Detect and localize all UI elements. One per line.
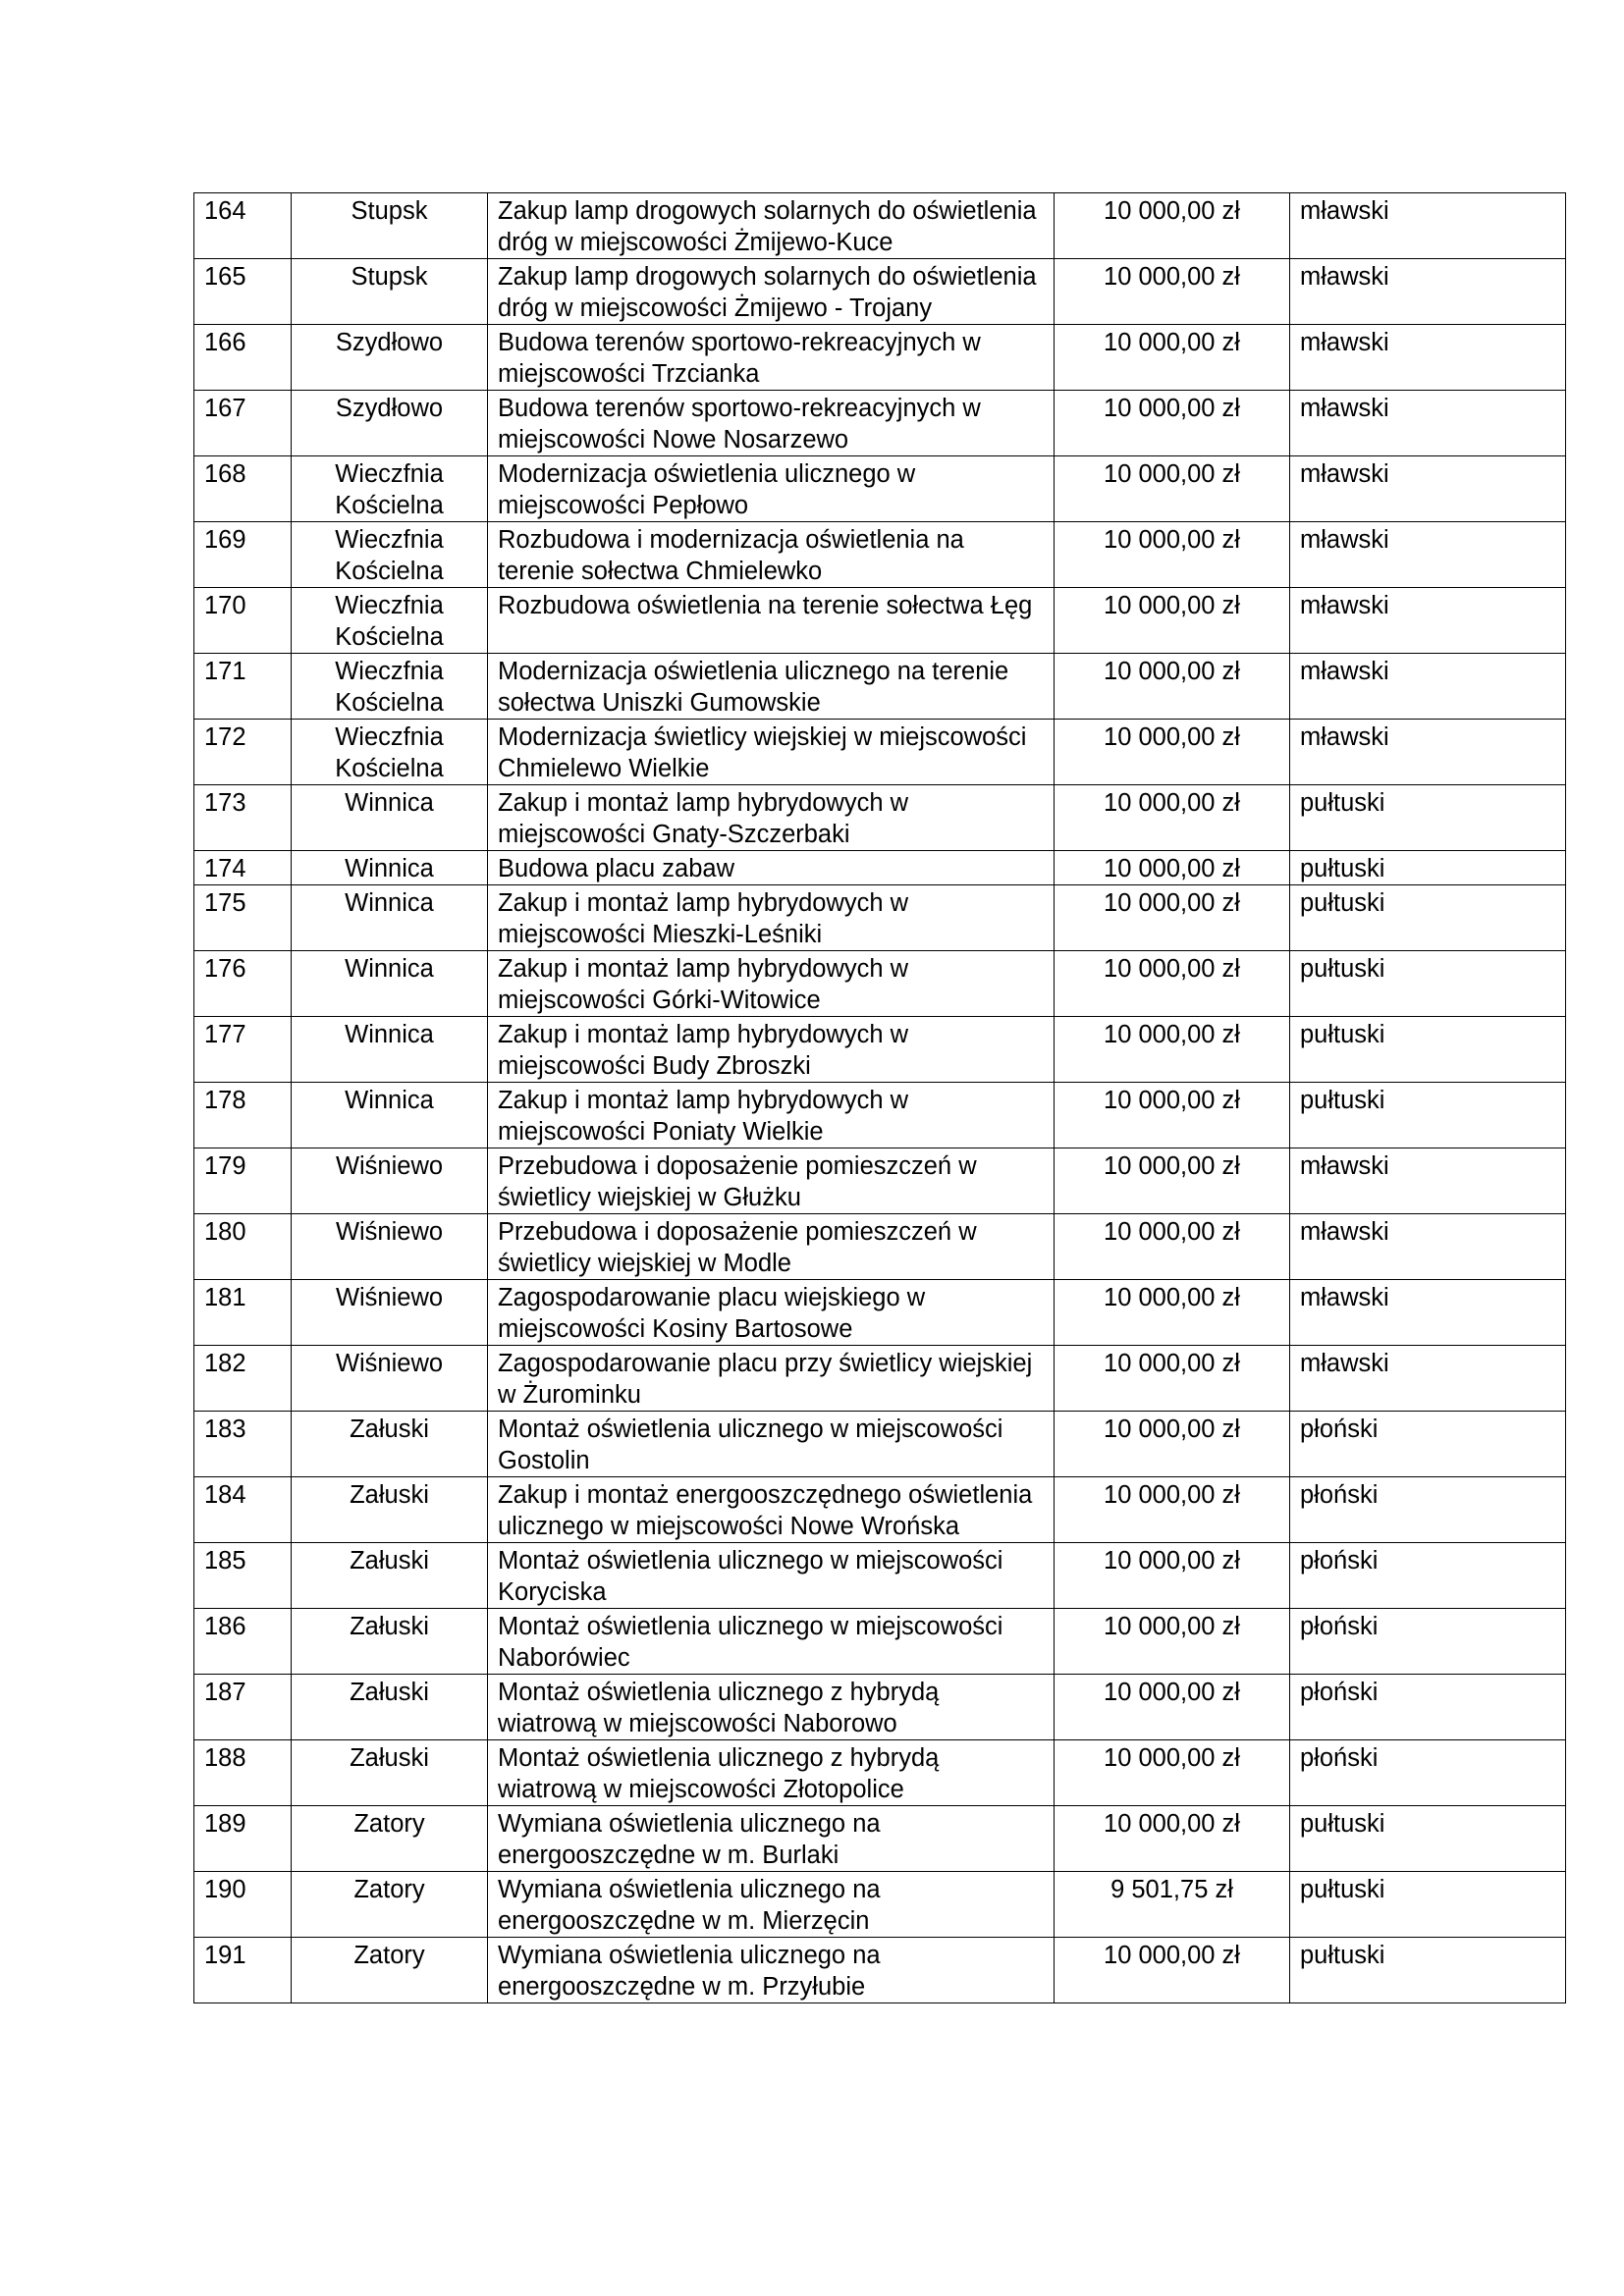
grant-amount: 10 000,00 zł xyxy=(1055,1938,1290,2003)
row-number: 187 xyxy=(194,1675,292,1740)
gmina-name: Wieczfnia Kościelna xyxy=(292,456,488,522)
table-row xyxy=(194,1806,1566,1872)
task-description: Montaż oświetlenia ulicznego w miejscowości Koryciska xyxy=(488,1543,1055,1609)
table-row xyxy=(194,522,1566,588)
grant-amount: 10 000,00 zł xyxy=(1055,391,1290,456)
powiat-name: mławski xyxy=(1290,522,1566,588)
table-row xyxy=(194,1017,1566,1083)
powiat-name: płoński xyxy=(1290,1477,1566,1543)
task-description: Zakup lamp drogowych solarnych do oświetlenia dróg w miejscowości Żmijewo - Trojany xyxy=(488,259,1055,325)
gmina-name: Winnica xyxy=(292,951,488,1017)
gmina-name: Winnica xyxy=(292,785,488,851)
gmina-name: Winnica xyxy=(292,885,488,951)
task-description: Wymiana oświetlenia ulicznego na energooszczędne w m. Burlaki xyxy=(488,1806,1055,1872)
task-description: Rozbudowa i modernizacja oświetlenia na terenie sołectwa Chmielewko xyxy=(488,522,1055,588)
grants-table xyxy=(193,192,1566,2003)
grants-table-body xyxy=(194,193,1566,2003)
grant-amount: 9 501,75 zł xyxy=(1055,1872,1290,1938)
table-row xyxy=(194,720,1566,785)
powiat-name: płoński xyxy=(1290,1609,1566,1675)
task-description: Zakup i montaż lamp hybrydowych w miejscowości Górki-Witowice xyxy=(488,951,1055,1017)
task-description: Modernizacja oświetlenia ulicznego na terenie sołectwa Uniszki Gumowskie xyxy=(488,654,1055,720)
powiat-name: płoński xyxy=(1290,1543,1566,1609)
table-row xyxy=(194,259,1566,325)
grant-amount: 10 000,00 zł xyxy=(1055,259,1290,325)
gmina-name: Zatory xyxy=(292,1938,488,2003)
table-row xyxy=(194,1280,1566,1346)
powiat-name: pułtuski xyxy=(1290,1083,1566,1148)
row-number: 188 xyxy=(194,1740,292,1806)
task-description: Przebudowa i doposażenie pomieszczeń w świetlicy wiejskiej w Modle xyxy=(488,1214,1055,1280)
table-row xyxy=(194,654,1566,720)
task-description: Rozbudowa oświetlenia na terenie sołectwa Łęg xyxy=(488,588,1055,654)
row-number: 165 xyxy=(194,259,292,325)
grant-amount: 10 000,00 zł xyxy=(1055,785,1290,851)
table-row xyxy=(194,1872,1566,1938)
row-number: 171 xyxy=(194,654,292,720)
row-number: 190 xyxy=(194,1872,292,1938)
gmina-name: Winnica xyxy=(292,851,488,885)
table-row xyxy=(194,1938,1566,2003)
gmina-name: Wieczfnia Kościelna xyxy=(292,654,488,720)
table-row xyxy=(194,325,1566,391)
grant-amount: 10 000,00 zł xyxy=(1055,1083,1290,1148)
grant-amount: 10 000,00 zł xyxy=(1055,720,1290,785)
row-number: 174 xyxy=(194,851,292,885)
grant-amount: 10 000,00 zł xyxy=(1055,1477,1290,1543)
grant-amount: 10 000,00 zł xyxy=(1055,1675,1290,1740)
row-number: 180 xyxy=(194,1214,292,1280)
powiat-name: mławski xyxy=(1290,391,1566,456)
table-row xyxy=(194,785,1566,851)
grant-amount: 10 000,00 zł xyxy=(1055,1017,1290,1083)
gmina-name: Winnica xyxy=(292,1017,488,1083)
grant-amount: 10 000,00 zł xyxy=(1055,1806,1290,1872)
table-row xyxy=(194,851,1566,885)
task-description: Budowa terenów sportowo-rekreacyjnych w miejscowości Trzcianka xyxy=(488,325,1055,391)
table-row xyxy=(194,391,1566,456)
powiat-name: mławski xyxy=(1290,588,1566,654)
grant-amount: 10 000,00 zł xyxy=(1055,456,1290,522)
powiat-name: pułtuski xyxy=(1290,851,1566,885)
powiat-name: mławski xyxy=(1290,456,1566,522)
grant-amount: 10 000,00 zł xyxy=(1055,1740,1290,1806)
grant-amount: 10 000,00 zł xyxy=(1055,1214,1290,1280)
table-row xyxy=(194,1543,1566,1609)
grant-amount: 10 000,00 zł xyxy=(1055,588,1290,654)
powiat-name: pułtuski xyxy=(1290,885,1566,951)
gmina-name: Załuski xyxy=(292,1740,488,1806)
row-number: 189 xyxy=(194,1806,292,1872)
table-row xyxy=(194,1675,1566,1740)
row-number: 184 xyxy=(194,1477,292,1543)
powiat-name: pułtuski xyxy=(1290,1806,1566,1872)
row-number: 166 xyxy=(194,325,292,391)
gmina-name: Wieczfnia Kościelna xyxy=(292,588,488,654)
table-row xyxy=(194,1214,1566,1280)
row-number: 169 xyxy=(194,522,292,588)
gmina-name: Wiśniewo xyxy=(292,1214,488,1280)
table-row xyxy=(194,456,1566,522)
task-description: Zagospodarowanie placu wiejskiego w miejscowości Kosiny Bartosowe xyxy=(488,1280,1055,1346)
table-row xyxy=(194,1412,1566,1477)
task-description: Modernizacja oświetlenia ulicznego w miejscowości Pepłowo xyxy=(488,456,1055,522)
task-description: Zakup lamp drogowych solarnych do oświetlenia dróg w miejscowości Żmijewo-Kuce xyxy=(488,193,1055,259)
gmina-name: Wiśniewo xyxy=(292,1346,488,1412)
table-row xyxy=(194,1148,1566,1214)
task-description: Zakup i montaż lamp hybrydowych w miejscowości Budy Zbroszki xyxy=(488,1017,1055,1083)
grant-amount: 10 000,00 zł xyxy=(1055,1609,1290,1675)
grant-amount: 10 000,00 zł xyxy=(1055,885,1290,951)
row-number: 170 xyxy=(194,588,292,654)
powiat-name: mławski xyxy=(1290,1346,1566,1412)
row-number: 185 xyxy=(194,1543,292,1609)
task-description: Zakup i montaż lamp hybrydowych w miejscowości Gnaty-Szczerbaki xyxy=(488,785,1055,851)
row-number: 164 xyxy=(194,193,292,259)
gmina-name: Zatory xyxy=(292,1872,488,1938)
grant-amount: 10 000,00 zł xyxy=(1055,951,1290,1017)
gmina-name: Załuski xyxy=(292,1543,488,1609)
table-row xyxy=(194,193,1566,259)
grant-amount: 10 000,00 zł xyxy=(1055,1412,1290,1477)
gmina-name: Wieczfnia Kościelna xyxy=(292,720,488,785)
table-row xyxy=(194,1609,1566,1675)
grant-amount: 10 000,00 zł xyxy=(1055,1148,1290,1214)
powiat-name: pułtuski xyxy=(1290,1872,1566,1938)
grant-amount: 10 000,00 zł xyxy=(1055,654,1290,720)
powiat-name: mławski xyxy=(1290,259,1566,325)
gmina-name: Załuski xyxy=(292,1609,488,1675)
row-number: 186 xyxy=(194,1609,292,1675)
gmina-name: Wiśniewo xyxy=(292,1148,488,1214)
task-description: Wymiana oświetlenia ulicznego na energooszczędne w m. Mierzęcin xyxy=(488,1872,1055,1938)
task-description: Zakup i montaż lamp hybrydowych w miejscowości Poniaty Wielkie xyxy=(488,1083,1055,1148)
row-number: 168 xyxy=(194,456,292,522)
task-description: Przebudowa i doposażenie pomieszczeń w świetlicy wiejskiej w Głużku xyxy=(488,1148,1055,1214)
powiat-name: płoński xyxy=(1290,1412,1566,1477)
powiat-name: pułtuski xyxy=(1290,785,1566,851)
row-number: 179 xyxy=(194,1148,292,1214)
task-description: Zakup i montaż lamp hybrydowych w miejscowości Mieszki-Leśniki xyxy=(488,885,1055,951)
table-row xyxy=(194,1477,1566,1543)
row-number: 172 xyxy=(194,720,292,785)
table-row xyxy=(194,1083,1566,1148)
gmina-name: Szydłowo xyxy=(292,391,488,456)
row-number: 183 xyxy=(194,1412,292,1477)
row-number: 176 xyxy=(194,951,292,1017)
powiat-name: płoński xyxy=(1290,1675,1566,1740)
row-number: 191 xyxy=(194,1938,292,2003)
gmina-name: Winnica xyxy=(292,1083,488,1148)
table-row xyxy=(194,588,1566,654)
row-number: 175 xyxy=(194,885,292,951)
powiat-name: pułtuski xyxy=(1290,1017,1566,1083)
gmina-name: Załuski xyxy=(292,1477,488,1543)
powiat-name: mławski xyxy=(1290,720,1566,785)
powiat-name: mławski xyxy=(1290,1214,1566,1280)
powiat-name: pułtuski xyxy=(1290,1938,1566,2003)
task-description: Modernizacja świetlicy wiejskiej w miejscowości Chmielewo Wielkie xyxy=(488,720,1055,785)
task-description: Montaż oświetlenia ulicznego w miejscowości Gostolin xyxy=(488,1412,1055,1477)
table-row xyxy=(194,951,1566,1017)
row-number: 178 xyxy=(194,1083,292,1148)
gmina-name: Szydłowo xyxy=(292,325,488,391)
grant-amount: 10 000,00 zł xyxy=(1055,522,1290,588)
powiat-name: mławski xyxy=(1290,654,1566,720)
task-description: Budowa terenów sportowo-rekreacyjnych w miejscowości Nowe Nosarzewo xyxy=(488,391,1055,456)
powiat-name: pułtuski xyxy=(1290,951,1566,1017)
grant-amount: 10 000,00 zł xyxy=(1055,851,1290,885)
task-description: Montaż oświetlenia ulicznego w miejscowości Naborówiec xyxy=(488,1609,1055,1675)
task-description: Wymiana oświetlenia ulicznego na energooszczędne w m. Przyłubie xyxy=(488,1938,1055,2003)
powiat-name: mławski xyxy=(1290,193,1566,259)
task-description: Zagospodarowanie placu przy świetlicy wiejskiej w Żurominku xyxy=(488,1346,1055,1412)
table-row xyxy=(194,885,1566,951)
gmina-name: Wieczfnia Kościelna xyxy=(292,522,488,588)
task-description: Montaż oświetlenia ulicznego z hybrydą wiatrową w miejscowości Naborowo xyxy=(488,1675,1055,1740)
gmina-name: Stupsk xyxy=(292,193,488,259)
task-description: Zakup i montaż energooszczędnego oświetlenia ulicznego w miejscowości Nowe Wrońska xyxy=(488,1477,1055,1543)
row-number: 167 xyxy=(194,391,292,456)
gmina-name: Stupsk xyxy=(292,259,488,325)
powiat-name: mławski xyxy=(1290,1148,1566,1214)
table-row xyxy=(194,1740,1566,1806)
table-row xyxy=(194,1346,1566,1412)
grant-amount: 10 000,00 zł xyxy=(1055,193,1290,259)
row-number: 182 xyxy=(194,1346,292,1412)
grant-amount: 10 000,00 zł xyxy=(1055,1280,1290,1346)
task-description: Budowa placu zabaw xyxy=(488,851,1055,885)
powiat-name: płoński xyxy=(1290,1740,1566,1806)
grant-amount: 10 000,00 zł xyxy=(1055,1346,1290,1412)
row-number: 181 xyxy=(194,1280,292,1346)
gmina-name: Załuski xyxy=(292,1675,488,1740)
task-description: Montaż oświetlenia ulicznego z hybrydą wiatrową w miejscowości Złotopolice xyxy=(488,1740,1055,1806)
grant-amount: 10 000,00 zł xyxy=(1055,1543,1290,1609)
row-number: 173 xyxy=(194,785,292,851)
gmina-name: Załuski xyxy=(292,1412,488,1477)
gmina-name: Wiśniewo xyxy=(292,1280,488,1346)
powiat-name: mławski xyxy=(1290,1280,1566,1346)
powiat-name: mławski xyxy=(1290,325,1566,391)
grant-amount: 10 000,00 zł xyxy=(1055,325,1290,391)
gmina-name: Zatory xyxy=(292,1806,488,1872)
row-number: 177 xyxy=(194,1017,292,1083)
